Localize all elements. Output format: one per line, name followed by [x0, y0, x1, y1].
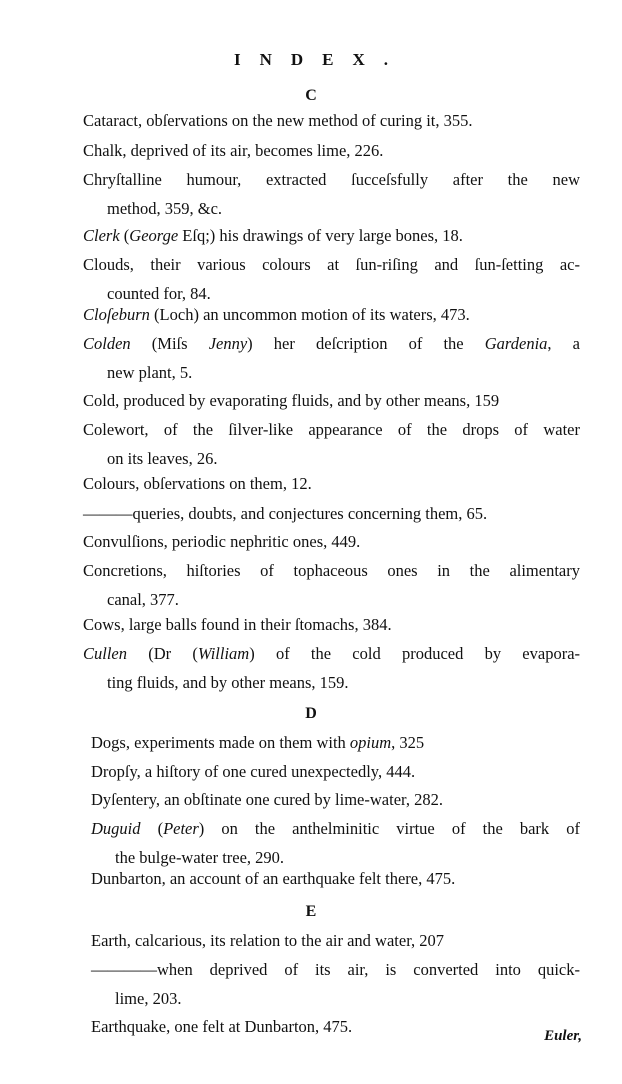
entry-text: Dyſentery, an obſtinate one cured by lime-water, 282. [91, 790, 443, 809]
entry-continuation-line [83, 358, 580, 387]
index-entry [91, 926, 580, 955]
entry-line [91, 864, 580, 893]
entry-line [83, 136, 580, 165]
entry-line [83, 300, 580, 329]
index-entry [83, 610, 580, 639]
entry-text: ) on the anthelminitic virtue of the bark of [198, 819, 580, 838]
entry-text: ( [119, 226, 130, 245]
italic-text: William [197, 644, 250, 663]
entry-line [83, 329, 580, 358]
index-entry [83, 165, 580, 223]
entry-text: ————when deprived of its air, is converted into quick- [91, 960, 580, 979]
entry-text: (Miſs [130, 334, 209, 353]
entry-text: Dunbarton, an account of an earthquake felt there, 475. [91, 869, 456, 888]
entry-text: Earth, calcarious, its relation to the air and water, 207 [91, 931, 445, 950]
entry-text: Colours, obſervations on them, 12. [83, 474, 312, 493]
entry-line [91, 1012, 580, 1041]
index-entry [83, 106, 580, 135]
entry-continuation-line [83, 194, 580, 223]
entry-text: Clouds, their various colours at ſun-riſing and ſun-ſetting ac- [83, 255, 580, 274]
italic-text: Peter [163, 819, 199, 838]
entry-text: (Dr ( [127, 644, 198, 663]
section-letter: C [305, 87, 317, 104]
index-entry [83, 136, 580, 165]
entry-text: method, 359, &c. [107, 199, 223, 218]
entry-line [83, 250, 580, 279]
index-entry [91, 955, 580, 1013]
index-entry [83, 499, 580, 528]
entry-text: Colewort, of the ſilver-like appearance of the drops of water [83, 420, 580, 439]
entry-text: new plant, 5. [107, 363, 193, 382]
italic-text: Gardenia [484, 334, 548, 353]
entry-line [91, 814, 580, 843]
italic-text: Colden [83, 334, 131, 353]
entry-text: ting fluids, and by other means, 159. [107, 673, 349, 692]
entry-text: , a [547, 334, 580, 353]
entry-text: lime, 203. [115, 989, 182, 1008]
catchword: Euler, [544, 1028, 582, 1044]
index-entry [83, 469, 580, 498]
entry-line [83, 527, 580, 556]
index-entry [91, 1012, 580, 1041]
entry-text: Concretions, hiſtories of tophaceous ones in the alimentary [83, 561, 580, 580]
entry-text: (Loch) an uncommon motion of its waters, 473. [149, 305, 470, 324]
entry-line [83, 165, 580, 194]
entry-continuation-line [83, 668, 580, 697]
entry-text: canal, 377. [107, 590, 179, 609]
entry-line [83, 499, 580, 528]
italic-text: opium [349, 733, 392, 752]
entry-text: Convulſions, periodic nephritic ones, 449. [83, 532, 361, 551]
index-entry [91, 785, 580, 814]
entry-line [83, 469, 580, 498]
entry-text: ) of the cold produced by evapora- [249, 644, 581, 663]
index-entry [83, 556, 580, 614]
entry-text: the bulge-water tree, 290. [115, 848, 285, 867]
entry-line [91, 955, 580, 984]
entry-line [83, 610, 580, 639]
entry-text: ) her deſcription of the [247, 334, 485, 353]
entry-line [91, 728, 580, 757]
entry-text: Cold, produced by evaporating fluids, and by other means, 159 [83, 391, 500, 410]
entry-line [83, 639, 580, 668]
italic-text: George [129, 226, 179, 245]
entry-line [83, 106, 580, 135]
entry-text: Eſq;) his drawings of very large bones, 18. [178, 226, 463, 245]
entry-line [83, 556, 580, 585]
italic-text: Jenny [208, 334, 248, 353]
entry-text: Cows, large balls found in their ſtomachs, 384. [83, 615, 392, 634]
index-entry [83, 300, 580, 329]
entry-text: on its leaves, 26. [107, 449, 218, 468]
index-entry [83, 221, 580, 250]
italic-text: Duguid [91, 819, 141, 838]
entry-line [91, 926, 580, 955]
entry-text: Dogs, experiments made on them with [91, 733, 350, 752]
entry-text: ( [140, 819, 164, 838]
page-title: INDEX. [233, 50, 408, 69]
index-entry [83, 415, 580, 473]
entry-line [83, 415, 580, 444]
section-letter: D [305, 705, 317, 722]
index-entry [83, 639, 580, 697]
entry-text: Cataract, obſervations on the new method of curing it, 355. [83, 111, 473, 130]
entry-line [83, 221, 580, 250]
entry-text: counted for, 84. [107, 284, 211, 303]
entry-line [91, 785, 580, 814]
italic-text: Clerk [83, 226, 120, 245]
entry-text: Dropſy, a hiſtory of one cured unexpectedly, 444. [91, 762, 416, 781]
entry-line [83, 386, 580, 415]
entry-line [91, 757, 580, 786]
entry-text: Earthquake, one felt at Dunbarton, 475. [91, 1017, 353, 1036]
index-entry [83, 527, 580, 556]
index-entry [83, 329, 580, 387]
entry-text: ———queries, doubts, and conjectures concerning them, 65. [83, 504, 488, 523]
entry-text: Chryſtalline humour, extracted ſucceſsfully after the new [83, 170, 580, 189]
italic-text: Cullen [83, 644, 127, 663]
index-entry [83, 386, 580, 415]
index-entry [91, 728, 580, 757]
entry-text: , 325 [391, 733, 425, 752]
section-letter: E [305, 903, 317, 920]
italic-text: Cloſeburn [83, 305, 150, 324]
entry-text: Chalk, deprived of its air, becomes lime, 226. [83, 141, 384, 160]
index-entry [91, 864, 580, 893]
entry-continuation-line [91, 984, 580, 1013]
index-entry [91, 757, 580, 786]
